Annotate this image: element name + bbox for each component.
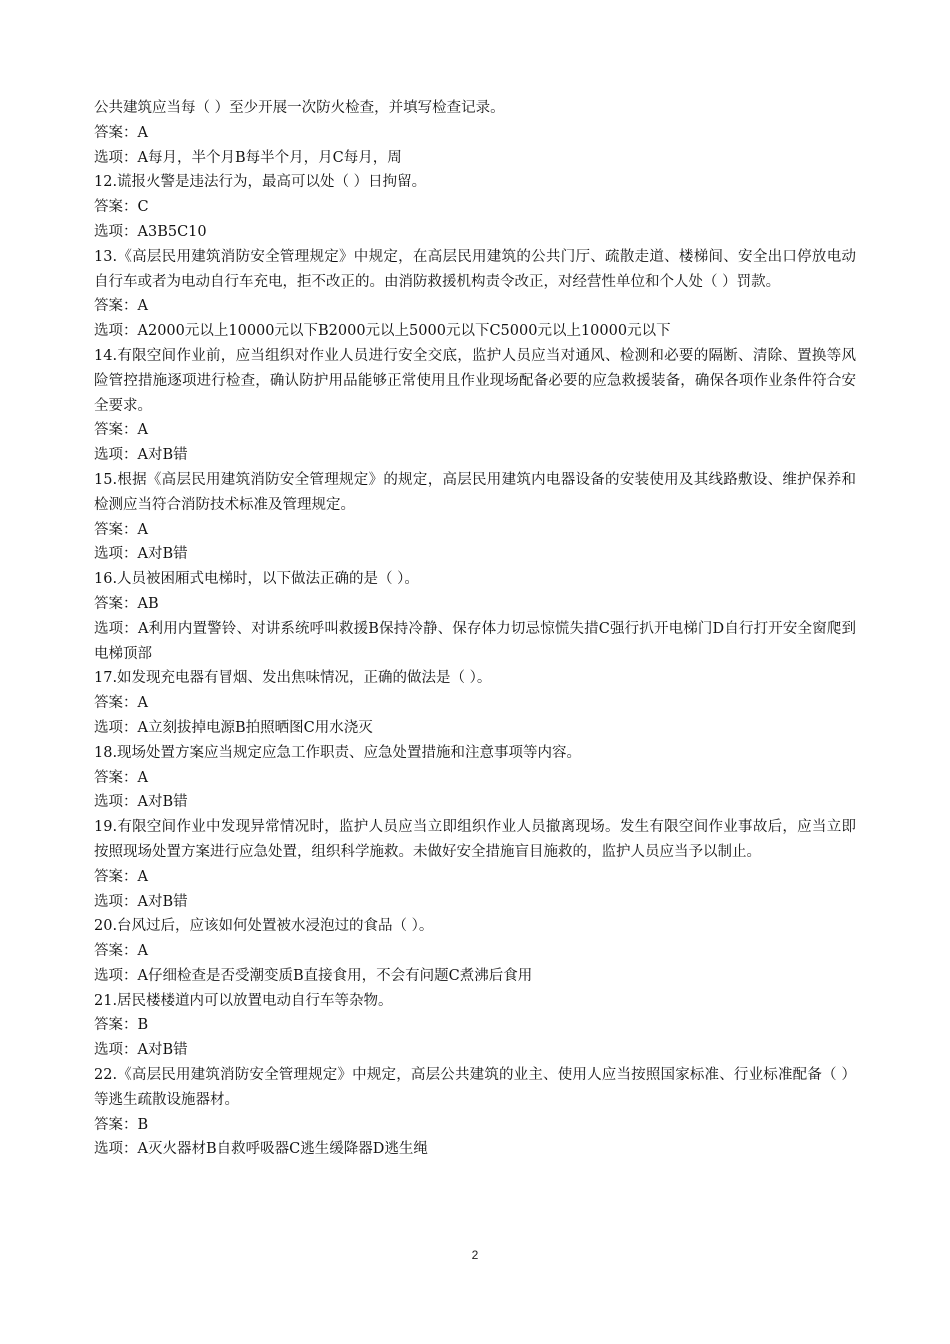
question-text: 21.居民楼楼道内可以放置电动自行车等杂物。 — [94, 992, 393, 1009]
options-text: 选项：A2000元以上10000元以下B2000元以上5000元以下C5000元以上10000元以下 — [94, 323, 671, 340]
question-text: 17.如发现充电器有冒烟、发出焦味情况，正确的做法是（ ）。 — [94, 670, 492, 687]
question-text: 14.有限空间作业前，应当组织对作业人员进行安全交底，监护人员应当对通风、检测和必要的隔断、清除、置换等风险管控措施逐项进行检查，确认防护用品能够正常使用且作业现场配备必要的应急救援装备，确保各项作业条件符合安全要求。 — [94, 347, 856, 414]
options-text: 选项：A对B错 — [94, 546, 188, 563]
options-text: 选项：A对B错 — [94, 1042, 188, 1059]
answer-text: 答案：A — [94, 521, 148, 538]
question-item — [94, 989, 856, 1063]
answer-text: 答案：A — [94, 695, 148, 712]
question-text: 19.有限空间作业中发现异常情况时，监护人员应当立即组织作业人员撤离现场。发生有限空间作业事故后，应当立即按照现场处置方案进行应急处置，组织科学施救。未做好安全措施盲目施救的，监护人员应当予以制止。 — [94, 819, 856, 860]
options-text: 选项：A立刻拔掉电源B拍照晒图C用水浇灭 — [94, 719, 373, 736]
question-item — [94, 741, 856, 815]
answer-text: 答案：A — [94, 868, 148, 885]
options-text: 选项：A利用内置警铃、对讲系统呼叫救援B保持冷静、保存体力切忌惊慌失措C强行扒开电梯门D自行打开安全窗爬到电梯顶部 — [94, 620, 856, 662]
question-item — [94, 468, 856, 567]
options-text: 选项：A每月，半个月B每半个月，月C每月，周 — [94, 149, 402, 166]
answer-text: 答案：C — [94, 199, 149, 216]
answer-text: 答案：A — [94, 422, 148, 439]
question-text: 公共建筑应当每（ ）至少开展一次防火检查，并填写检查记录。 — [94, 100, 505, 116]
question-text: 20.台风过后，应该如何处置被水浸泡过的食品（ ）。 — [94, 918, 434, 935]
question-item — [94, 914, 856, 988]
question-item — [94, 1063, 856, 1162]
question-item — [94, 666, 856, 740]
answer-text: 答案：AB — [94, 595, 159, 612]
question-item — [94, 344, 856, 468]
question-item — [94, 245, 856, 344]
question-item — [94, 815, 856, 914]
question-text: 15.根据《高层民用建筑消防安全管理规定》的规定，高层民用建筑内电器设备的安装使用及其线路敷设、维护保养和检测应当符合消防技术标准及管理规定。 — [94, 471, 856, 513]
options-text: 选项：A对B错 — [94, 447, 188, 464]
answer-text: 答案：A — [94, 943, 148, 960]
answer-text: 答案：B — [94, 1017, 149, 1034]
question-text: 13.《高层民用建筑消防安全管理规定》中规定，在高层民用建筑的公共门厅、疏散走道、楼梯间、安全出口停放电动自行车或者为电动自行车充电，拒不改正的。由消防救援机构责令改正，对经营性单位和个人处（ ）罚款。 — [94, 248, 856, 290]
options-text: 选项：A对B错 — [94, 794, 188, 811]
answer-text: 答案：A — [94, 298, 148, 315]
question-item — [94, 96, 856, 170]
page-number: 2 — [471, 1248, 479, 1262]
answer-text: 答案：A — [94, 124, 148, 141]
options-text: 选项：A灭火器材B自救呼吸器C逃生缓降器D逃生绳 — [94, 1141, 428, 1158]
question-text: 12.谎报火警是违法行为，最高可以处（ ）日拘留。 — [94, 174, 427, 191]
answer-text: 答案：A — [94, 769, 148, 786]
question-item — [94, 170, 856, 244]
question-text: 16.人员被困厢式电梯时，以下做法正确的是（ ）。 — [94, 571, 419, 588]
question-list — [94, 96, 856, 1162]
options-text: 选项：A仔细检查是否受潮变质B直接食用，不会有问题C煮沸后食用 — [94, 967, 533, 984]
question-text: 18.现场处置方案应当规定应急工作职责、应急处置措施和注意事项等内容。 — [94, 744, 582, 761]
question-item — [94, 567, 856, 666]
question-text: 22.《高层民用建筑消防安全管理规定》中规定，高层公共建筑的业主、使用人应当按照国家标准、行业标准配备（ ）等逃生疏散设施器材。 — [94, 1067, 856, 1108]
answer-text: 答案：B — [94, 1116, 149, 1133]
options-text: 选项：A3B5C10 — [94, 223, 207, 240]
options-text: 选项：A对B错 — [94, 893, 188, 910]
